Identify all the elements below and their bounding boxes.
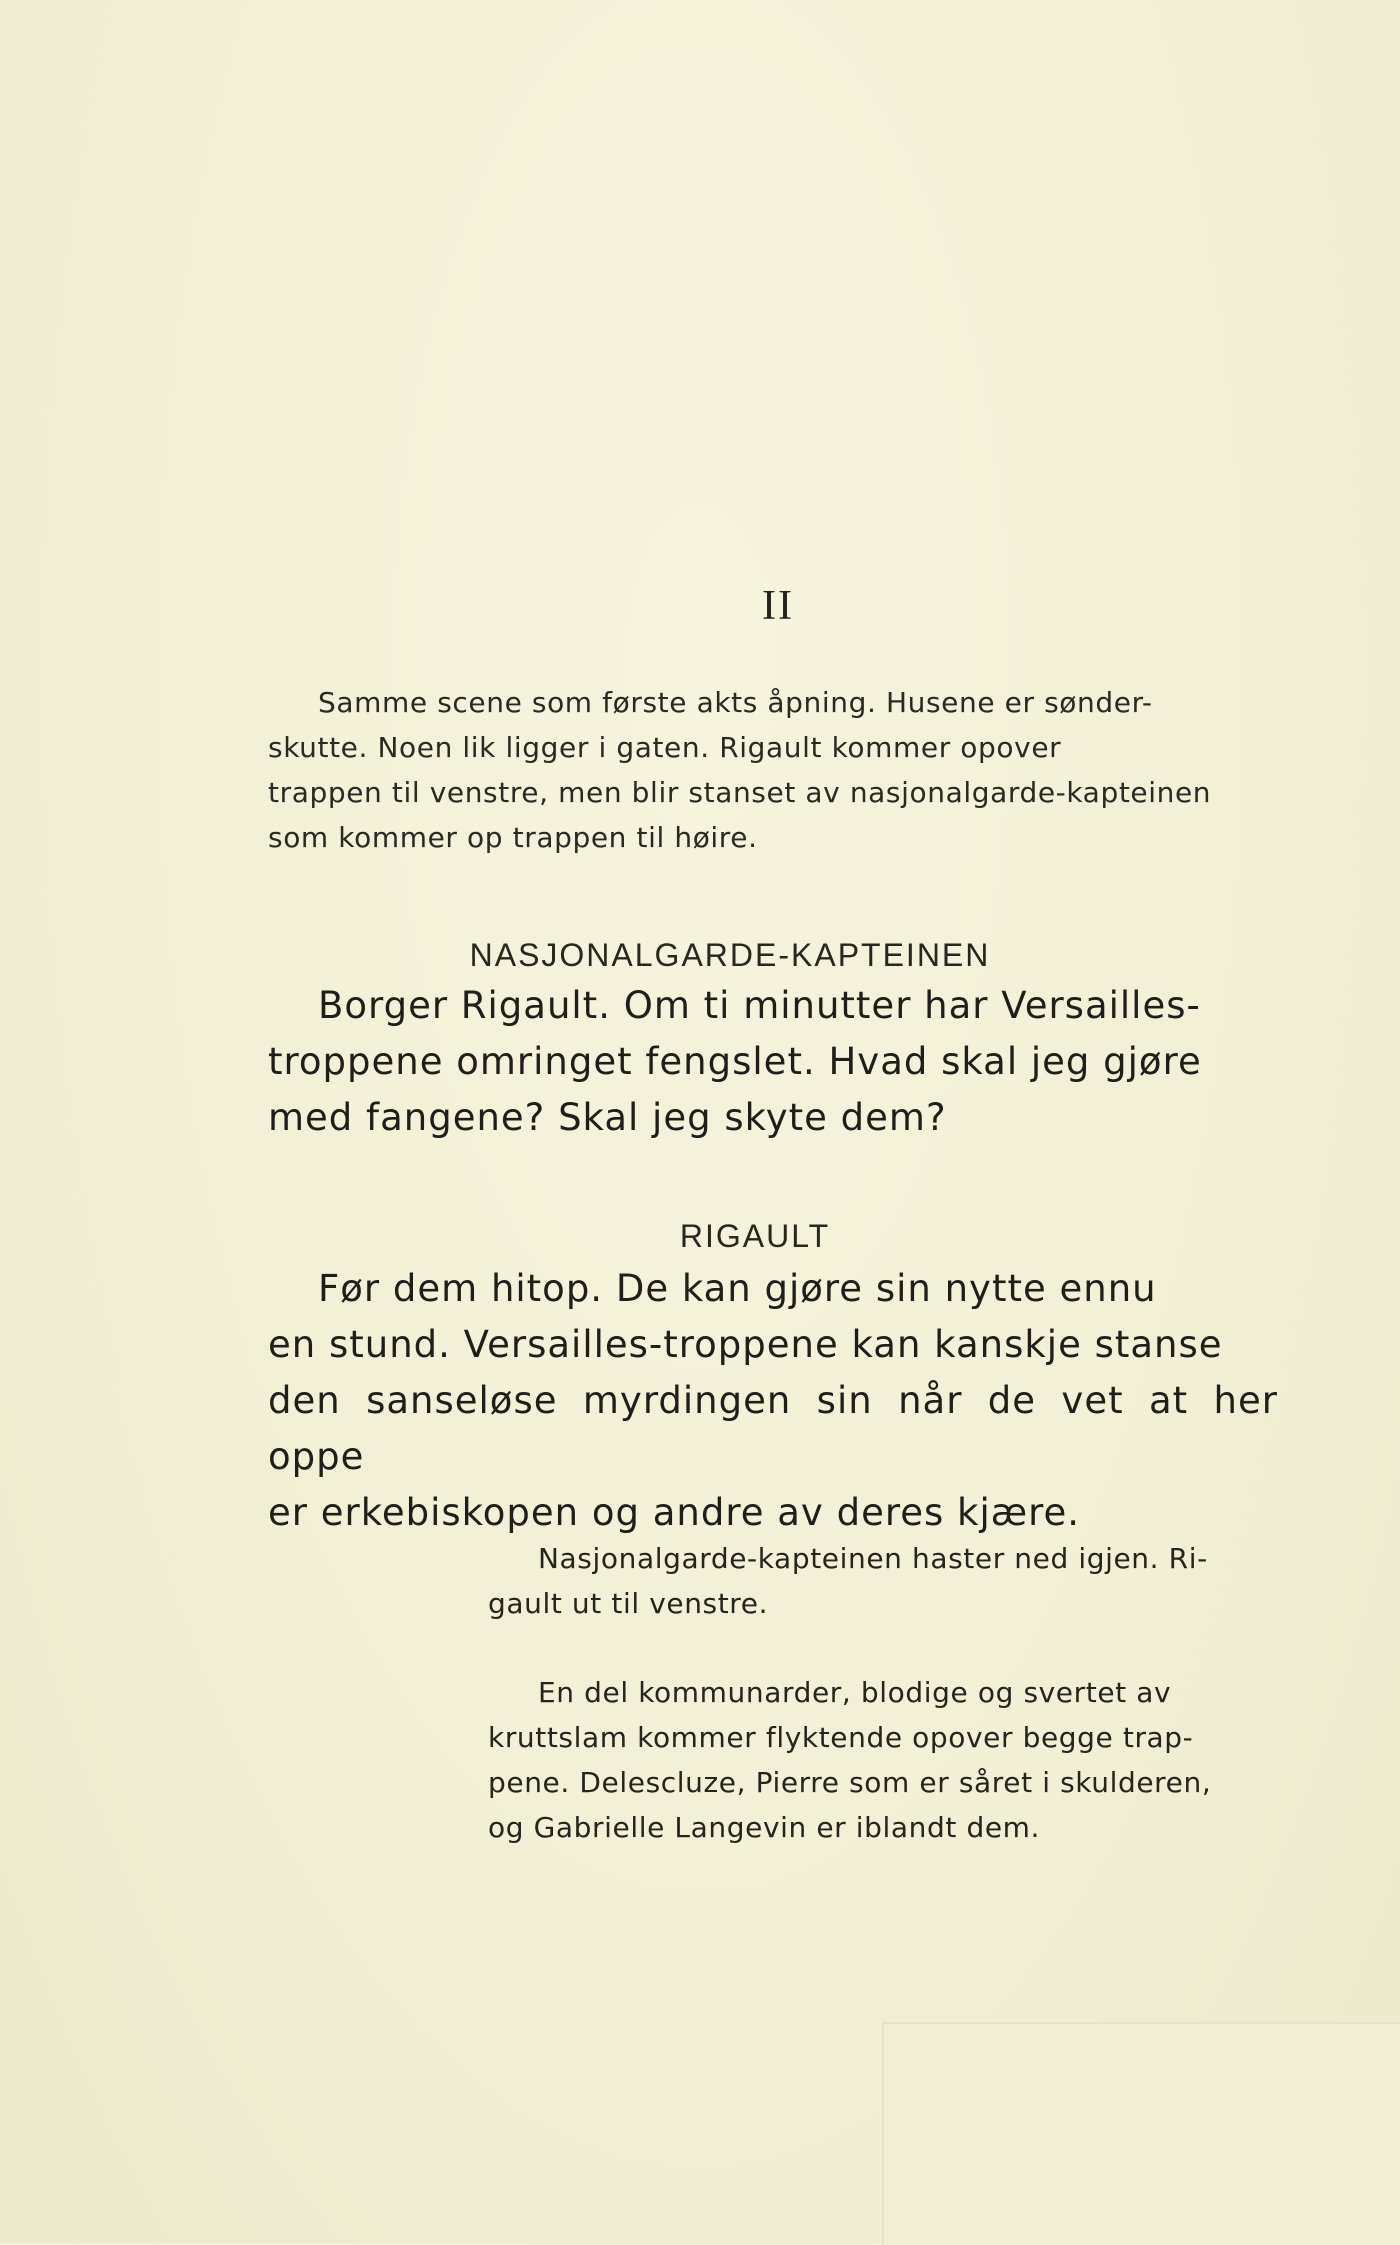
text-line: den sanseløse myrdingen sin når de vet at her oppe	[268, 1379, 1278, 1478]
act-heading: II	[762, 583, 794, 629]
text-line: Borger Rigault. Om ti minutter har Versailles-	[318, 984, 1201, 1027]
text-line: gault ut til venstre.	[488, 1587, 769, 1620]
speaker-name: NASJONALGARDE-KAPTEINEN	[469, 937, 991, 973]
text-line: trappen til venstre, men blir stanset av nasjonalgarde-kapteinen	[268, 776, 1212, 809]
text-line: Samme scene som første akts åpning. Husene er sønder-	[318, 686, 1153, 719]
stage-direction	[488, 1670, 1278, 1850]
faded-paper-mark	[882, 2022, 1400, 2245]
text-line: En del kommunarder, blodige og svertet av	[538, 1676, 1172, 1709]
text-line: pene. Delescluze, Pierre som er såret i skulderen,	[488, 1766, 1212, 1799]
stage-direction	[488, 1536, 1278, 1626]
speech	[268, 978, 1278, 1146]
text-line: troppene omringet fengslet. Hvad skal jeg gjøre	[268, 1040, 1202, 1083]
opening-stage-direction	[268, 680, 1288, 860]
text-line: kruttslam kommer flyktende opover begge trap-	[488, 1721, 1194, 1754]
text-line: skutte. Noen lik ligger i gaten. Rigault kommer opover	[268, 731, 1062, 764]
text-line: en stund. Versailles-troppene kan kanskje stanse	[268, 1323, 1223, 1366]
speech	[268, 1261, 1278, 1541]
text-line: Nasjonalgarde-kapteinen haster ned igjen. Ri-	[538, 1542, 1208, 1575]
text-line: med fangene? Skal jeg skyte dem?	[268, 1096, 947, 1139]
text-line: som kommer op trappen til høire.	[268, 821, 758, 854]
speaker-name: RIGAULT	[679, 1218, 831, 1254]
text-line: er erkebiskopen og andre av deres kjære.	[268, 1491, 1080, 1534]
text-line: Før dem hitop. De kan gjøre sin nytte ennu	[318, 1267, 1157, 1310]
text-line: og Gabrielle Langevin er iblandt dem.	[488, 1811, 1041, 1844]
